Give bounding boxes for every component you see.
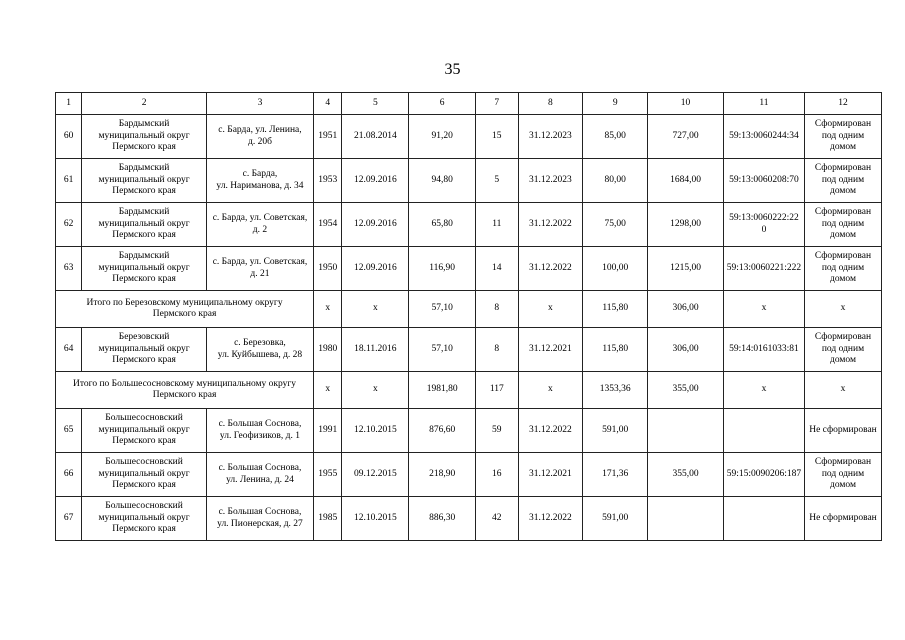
table-cell: 218,90 [409, 453, 476, 497]
table-cell: 1954 [314, 203, 342, 247]
table-cell [724, 409, 805, 453]
table-cell: Сформирован под одним домом [804, 247, 881, 291]
table-row [56, 159, 882, 203]
table-cell: 59:14:0161033:81 [724, 328, 805, 372]
table-cell: 355,00 [648, 453, 724, 497]
table-cell: 1950 [314, 247, 342, 291]
column-header: 12 [804, 93, 881, 115]
table-row [56, 409, 882, 453]
table-row [56, 247, 882, 291]
table-cell: 1215,00 [648, 247, 724, 291]
table-cell: 85,00 [583, 115, 648, 159]
table-cell: 886,30 [409, 497, 476, 541]
table-cell: 1298,00 [648, 203, 724, 247]
table-cell [724, 497, 805, 541]
table-cell: 12.10.2015 [342, 497, 409, 541]
table-cell: Сформирован под одним домом [804, 115, 881, 159]
table-cell: 31.12.2023 [518, 115, 583, 159]
table-cell: 31.12.2022 [518, 409, 583, 453]
table-cell: 61 [56, 159, 82, 203]
table-cell: Березовский муниципальный округ Пермского края [82, 328, 207, 372]
table-cell: x [724, 291, 805, 328]
table-cell: 66 [56, 453, 82, 497]
table-cell: x [804, 372, 881, 409]
table-cell: 59 [476, 409, 519, 453]
table-row [56, 328, 882, 372]
page-number: 35 [444, 61, 461, 78]
subtotal-row [56, 291, 882, 328]
column-header: 3 [206, 93, 313, 115]
table-cell: 59:13:0060208:70 [724, 159, 805, 203]
table-cell: 31.12.2022 [518, 203, 583, 247]
table-cell: 100,00 [583, 247, 648, 291]
table-cell: 57,10 [409, 328, 476, 372]
table-cell: 1353,36 [583, 372, 648, 409]
table-cell: 63 [56, 247, 82, 291]
table-cell: x [342, 372, 409, 409]
table-cell: Не сформирован [804, 409, 881, 453]
table-cell: 59:15:0090206:187 [724, 453, 805, 497]
table-cell: 1985 [314, 497, 342, 541]
table-cell: 31.12.2022 [518, 247, 583, 291]
table-cell: с. Березовка, ул. Куйбышева, д. 28 [206, 328, 313, 372]
table-cell: 117 [476, 372, 519, 409]
subtotal-row [56, 372, 882, 409]
table-cell: 64 [56, 328, 82, 372]
table-cell [648, 409, 724, 453]
table-cell: 31.12.2021 [518, 453, 583, 497]
housing-table [55, 92, 882, 541]
table-cell: с. Барда, ул. Советская, д. 21 [206, 247, 313, 291]
table-cell: 1951 [314, 115, 342, 159]
table-cell: x [724, 372, 805, 409]
table-cell: 12.09.2016 [342, 159, 409, 203]
header-row [56, 93, 882, 115]
table-cell: 591,00 [583, 497, 648, 541]
table-cell: 59:13:0060222:22 0 [724, 203, 805, 247]
table-cell: 591,00 [583, 409, 648, 453]
table-cell: 16 [476, 453, 519, 497]
table-cell: 15 [476, 115, 519, 159]
table-cell: Бардымский муниципальный округ Пермского края [82, 203, 207, 247]
table-cell: 80,00 [583, 159, 648, 203]
column-header: 4 [314, 93, 342, 115]
table-cell: 62 [56, 203, 82, 247]
table-body [56, 93, 882, 541]
table-cell: Бардымский муниципальный округ Пермского края [82, 115, 207, 159]
table-cell: Не сформирован [804, 497, 881, 541]
table-cell: 09.12.2015 [342, 453, 409, 497]
table-cell: Сформирован под одним домом [804, 453, 881, 497]
table-cell: 727,00 [648, 115, 724, 159]
table-row [56, 497, 882, 541]
table-row [56, 115, 882, 159]
table-cell: 116,90 [409, 247, 476, 291]
column-header: 11 [724, 93, 805, 115]
table-cell: 67 [56, 497, 82, 541]
table-cell: 876,60 [409, 409, 476, 453]
table-cell: 171,36 [583, 453, 648, 497]
table-cell: с. Большая Соснова, ул. Ленина, д. 24 [206, 453, 313, 497]
table-cell: 8 [476, 291, 519, 328]
table-cell: с. Барда, ул. Ленина, д. 20б [206, 115, 313, 159]
table-cell: с. Большая Соснова, ул. Геофизиков, д. 1 [206, 409, 313, 453]
table-cell: с. Барда, ул. Советская, д. 2 [206, 203, 313, 247]
table-cell: с. Большая Соснова, ул. Пионерская, д. 27 [206, 497, 313, 541]
table-cell: x [314, 372, 342, 409]
table-cell: 8 [476, 328, 519, 372]
table-cell: 75,00 [583, 203, 648, 247]
column-header: 2 [82, 93, 207, 115]
table-cell: 31.12.2022 [518, 497, 583, 541]
table-cell: x [518, 291, 583, 328]
column-header: 1 [56, 93, 82, 115]
table-cell: 306,00 [648, 291, 724, 328]
table-cell: 1980 [314, 328, 342, 372]
table-cell [648, 497, 724, 541]
table-cell: 42 [476, 497, 519, 541]
table-cell: Сформирован под одним домом [804, 159, 881, 203]
table-cell: 11 [476, 203, 519, 247]
column-header: 9 [583, 93, 648, 115]
table-cell: 14 [476, 247, 519, 291]
column-header: 5 [342, 93, 409, 115]
subtotal-label: Итого по Большесосновскому муниципальному округу Пермского края [56, 372, 314, 409]
table-row [56, 453, 882, 497]
table-cell: 57,10 [409, 291, 476, 328]
table-cell: 1684,00 [648, 159, 724, 203]
table-cell: 59:13:0060244:34 [724, 115, 805, 159]
table-cell: 115,80 [583, 328, 648, 372]
table-cell: Бардымский муниципальный округ Пермского края [82, 247, 207, 291]
table-cell: 91,20 [409, 115, 476, 159]
table-cell: 12.10.2015 [342, 409, 409, 453]
column-header: 10 [648, 93, 724, 115]
table-cell: x [804, 291, 881, 328]
table-cell: 59:13:0060221:222 [724, 247, 805, 291]
table-cell: Большесосновский муниципальный округ Пермского края [82, 453, 207, 497]
table-cell: x [342, 291, 409, 328]
table-cell: 1953 [314, 159, 342, 203]
table-cell: 12.09.2016 [342, 203, 409, 247]
column-header: 6 [409, 93, 476, 115]
table-cell: 1981,80 [409, 372, 476, 409]
table-cell: 5 [476, 159, 519, 203]
table-cell: 355,00 [648, 372, 724, 409]
table-cell: 31.12.2023 [518, 159, 583, 203]
table-cell: 18.11.2016 [342, 328, 409, 372]
table-cell: Большесосновский муниципальный округ Пермского края [82, 409, 207, 453]
table-cell: x [518, 372, 583, 409]
table-cell: Сформирован под одним домом [804, 203, 881, 247]
table-cell: 94,80 [409, 159, 476, 203]
table-cell: 115,80 [583, 291, 648, 328]
column-header: 8 [518, 93, 583, 115]
table-cell: 31.12.2021 [518, 328, 583, 372]
table-cell: 12.09.2016 [342, 247, 409, 291]
table-cell: 1991 [314, 409, 342, 453]
table-cell: с. Барда, ул. Нариманова, д. 34 [206, 159, 313, 203]
table-cell: Бардымский муниципальный округ Пермского края [82, 159, 207, 203]
table-cell: 60 [56, 115, 82, 159]
table-cell: x [314, 291, 342, 328]
table-cell: 65 [56, 409, 82, 453]
table-cell: Сформирован под одним домом [804, 328, 881, 372]
table-cell: 65,80 [409, 203, 476, 247]
table-cell: Большесосновский муниципальный округ Пермского края [82, 497, 207, 541]
table-row [56, 203, 882, 247]
subtotal-label: Итого по Березовскому муниципальному округу Пермского края [56, 291, 314, 328]
table-cell: 1955 [314, 453, 342, 497]
table-cell: 21.08.2014 [342, 115, 409, 159]
table-cell: 306,00 [648, 328, 724, 372]
column-header: 7 [476, 93, 519, 115]
